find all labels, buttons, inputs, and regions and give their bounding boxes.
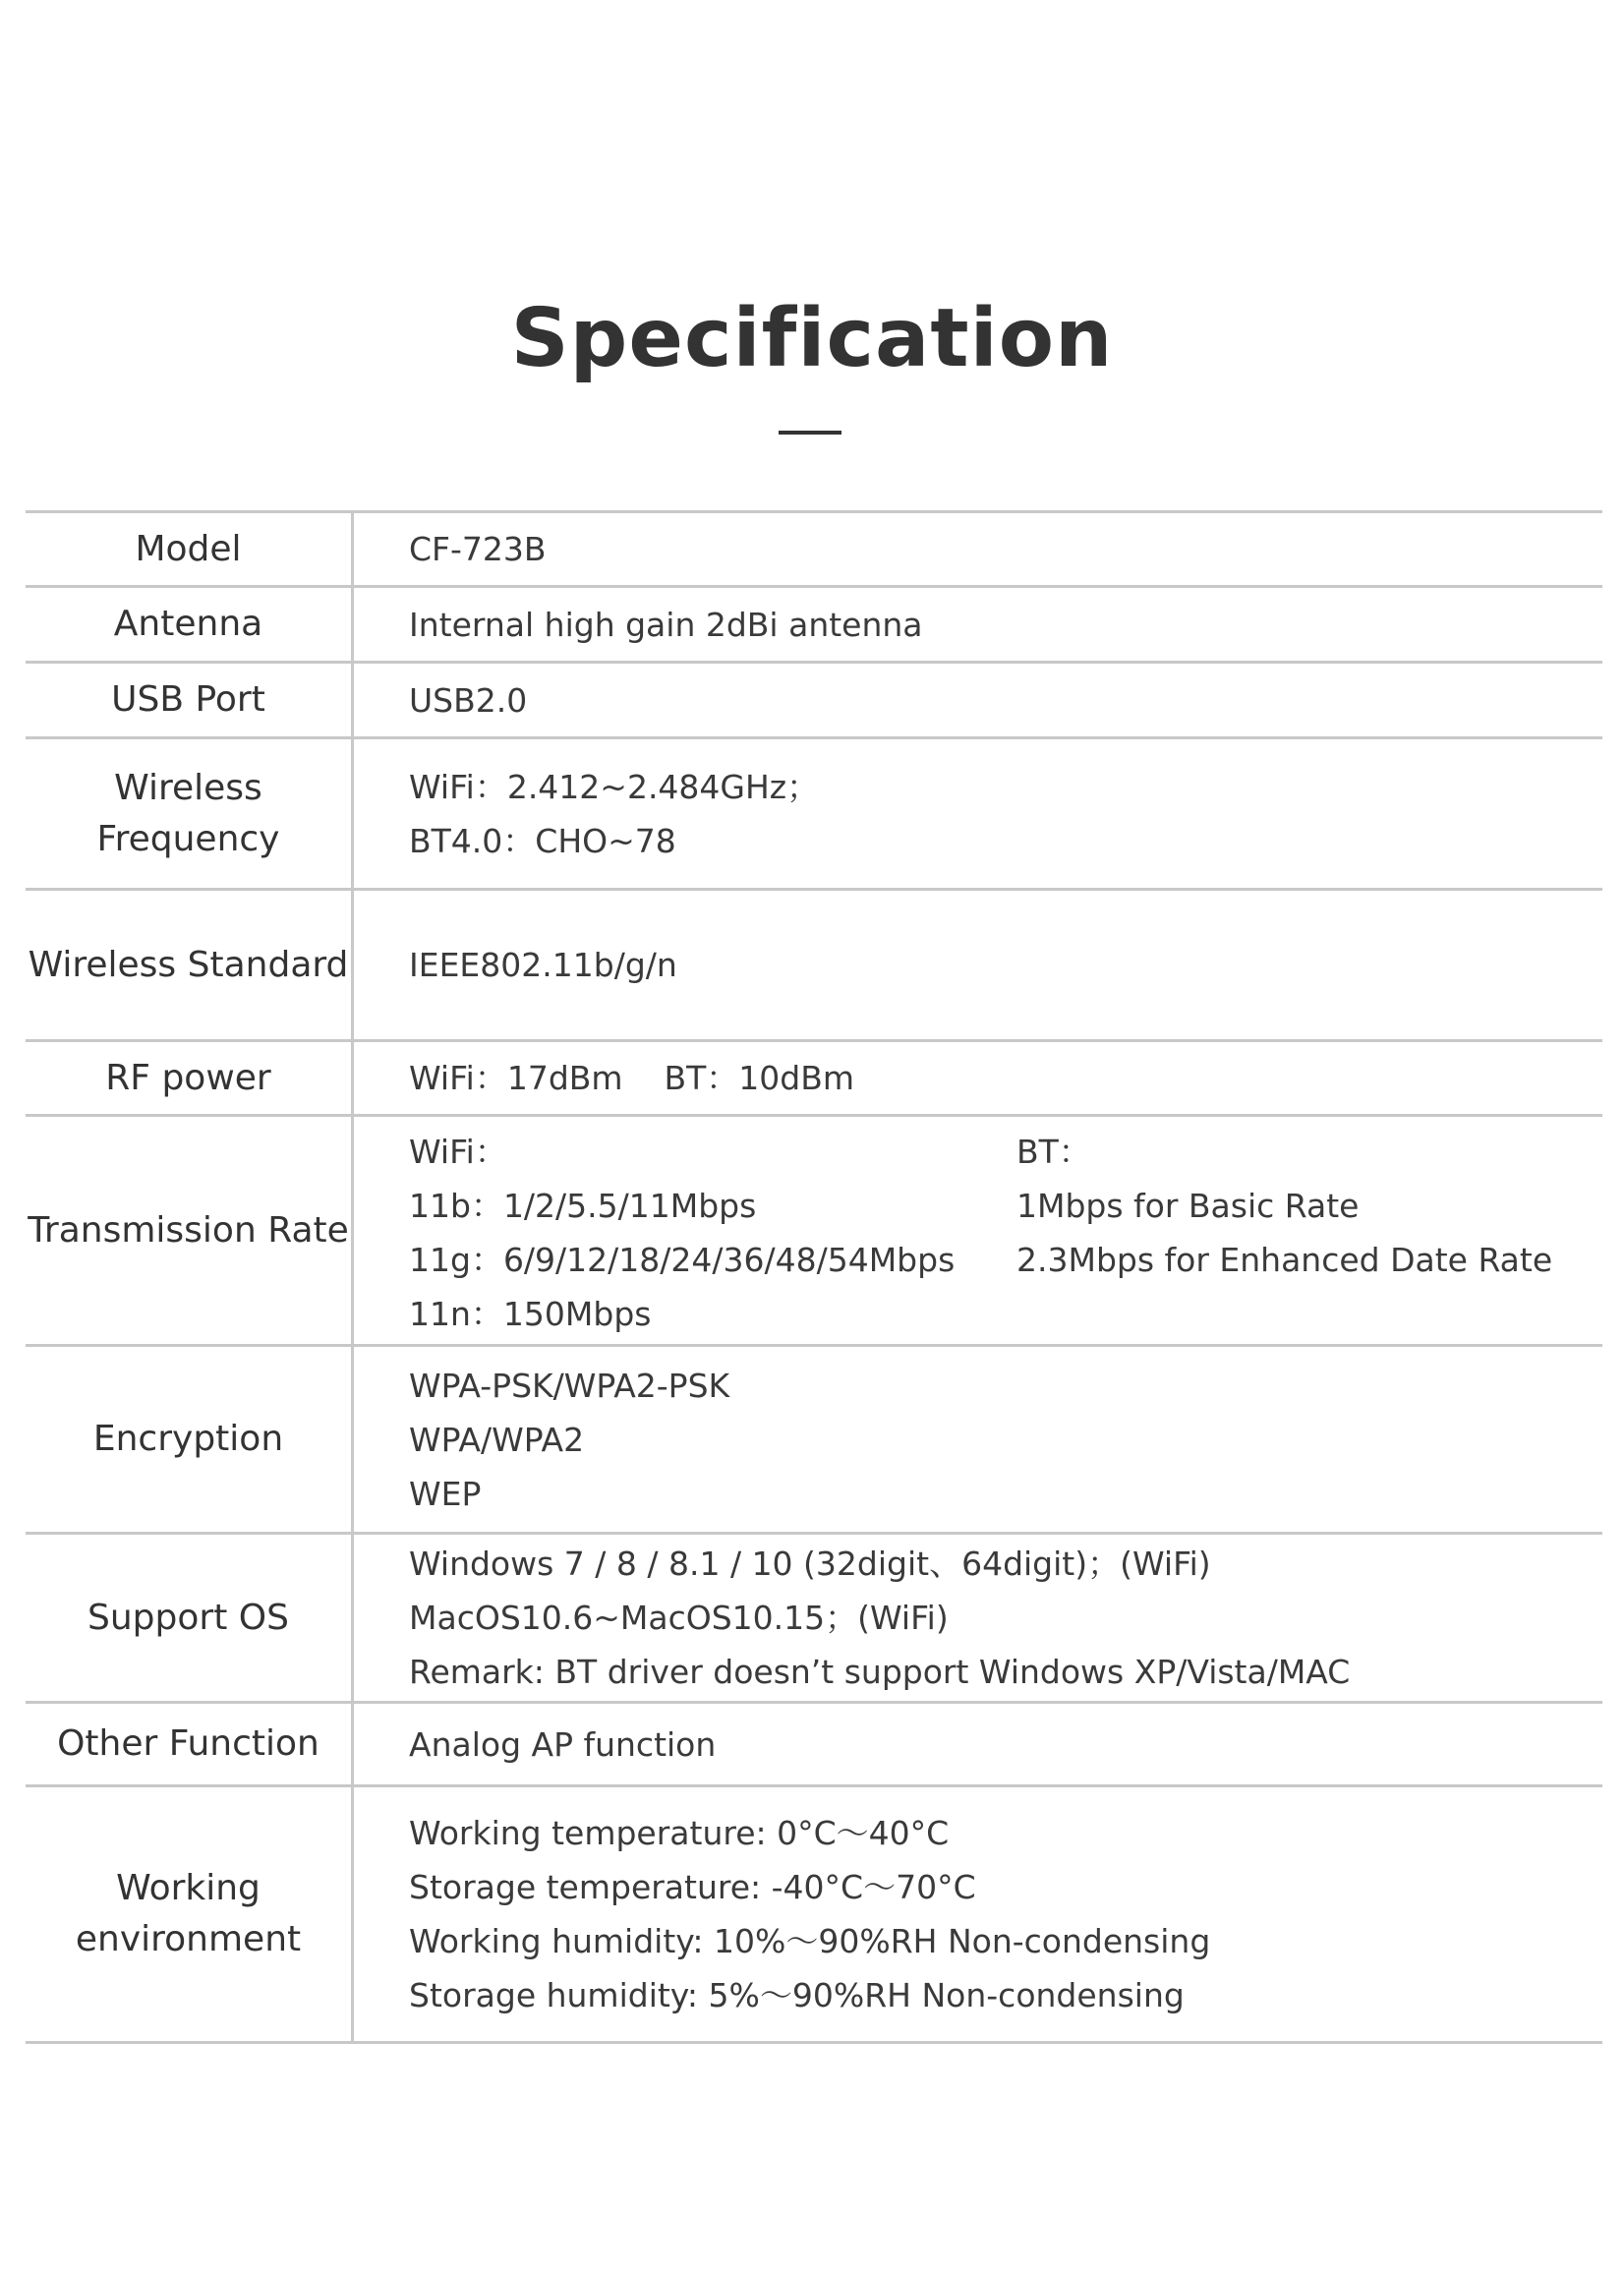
bt-rate-column: [1016, 1125, 1602, 1287]
spec-value-line: Storage humidity: 5%～90%RH Non-condensing: [409, 1976, 1185, 2014]
spec-value: [354, 1535, 1602, 1701]
spec-row-wireless-standard: [26, 891, 1602, 1042]
spec-value-line: WiFi：17dBm BT：10dBm: [409, 1059, 855, 1097]
spec-row-support-os: [26, 1535, 1602, 1704]
spec-value-line: WPA/WPA2: [409, 1420, 585, 1459]
title-underline: [779, 431, 841, 435]
spec-value-line: Storage temperature: -40°C～70°C: [409, 1868, 976, 1906]
spec-value: [354, 891, 1602, 1039]
spec-value: [354, 1787, 1602, 2041]
spec-row-rf-power: [26, 1042, 1602, 1117]
spec-row-wireless-frequency: [26, 739, 1602, 891]
spec-value-line: Internal high gain 2dBi antenna: [409, 605, 923, 644]
spec-label-line: environment: [75, 1919, 302, 1959]
spec-table: [26, 510, 1602, 2044]
spec-value-line: WPA-PSK/WPA2-PSK: [409, 1366, 730, 1405]
spec-label: Wireless Frequency: [26, 739, 354, 888]
spec-value-line: Working humidity: 10%～90%RH Non-condensing: [409, 1922, 1211, 1960]
spec-label: USB Port: [26, 664, 354, 736]
spec-label: Encryption: [26, 1347, 354, 1532]
spec-value: [354, 739, 1602, 888]
spec-value-line: 11n：150Mbps: [409, 1295, 652, 1333]
spec-value-line: Analog AP function: [409, 1724, 717, 1764]
spec-value-line: 1Mbps for Basic Rate: [1016, 1187, 1360, 1225]
spec-row-transmission-rate: [26, 1117, 1602, 1347]
spec-label: Support OS: [26, 1535, 354, 1701]
spec-row-model: [26, 513, 1602, 588]
page-title: Specification: [510, 292, 1114, 385]
spec-value: [354, 1704, 1602, 1784]
spec-row-working-environment: [26, 1787, 1602, 2044]
spec-value-line: WiFi：: [409, 1133, 507, 1171]
spec-row-encryption: [26, 1347, 1602, 1535]
spec-row-antenna: [26, 588, 1602, 664]
spec-value-line: IEEE802.11b/g/n: [409, 946, 677, 984]
spec-value-line: USB2.0: [409, 680, 528, 720]
spec-value-line: BT4.0：CHO~78: [409, 821, 676, 860]
spec-value-line: WiFi：2.412~2.484GHz；: [409, 767, 820, 806]
spec-value-line: BT：: [1016, 1133, 1091, 1171]
spec-row-usb-port: [26, 664, 1602, 739]
spec-value-line: MacOS10.6~MacOS10.15；(WiFi): [409, 1599, 949, 1637]
spec-label: Antenna: [26, 588, 354, 661]
spec-label: Transmission Rate: [26, 1117, 354, 1344]
spec-value: [354, 1042, 1602, 1114]
spec-row-other-function: [26, 1704, 1602, 1787]
spec-label: Model: [26, 513, 354, 585]
spec-value: [354, 1347, 1602, 1532]
spec-value: [354, 1117, 1602, 1344]
spec-value-line: CF-723B: [409, 530, 547, 568]
spec-value: [354, 588, 1602, 661]
spec-label: Other Function: [26, 1704, 354, 1784]
spec-value-line: 11g：6/9/12/18/24/36/48/54Mbps: [409, 1241, 956, 1279]
spec-value: [354, 664, 1602, 736]
spec-value-line: Windows 7 / 8 / 8.1 / 10 (32digit、64digit)；(WiFi): [409, 1545, 1211, 1583]
spec-value-line: Working temperature: 0°C～40°C: [409, 1814, 950, 1852]
spec-value-line: Remark: BT driver doesn’t support Windows XP/Vista/MAC: [409, 1653, 1351, 1691]
spec-value: [354, 513, 1602, 585]
spec-label-line: Working: [116, 1868, 261, 1908]
spec-label: Wireless Standard: [26, 891, 354, 1039]
spec-value-line: 2.3Mbps for Enhanced Date Rate: [1016, 1241, 1553, 1279]
spec-label: [26, 1787, 354, 2041]
spec-value-line: 11b：1/2/5.5/11Mbps: [409, 1187, 757, 1225]
spec-value-line: WEP: [409, 1474, 482, 1513]
wifi-rate-column: [409, 1125, 1016, 1341]
spec-label: RF power: [26, 1042, 354, 1114]
